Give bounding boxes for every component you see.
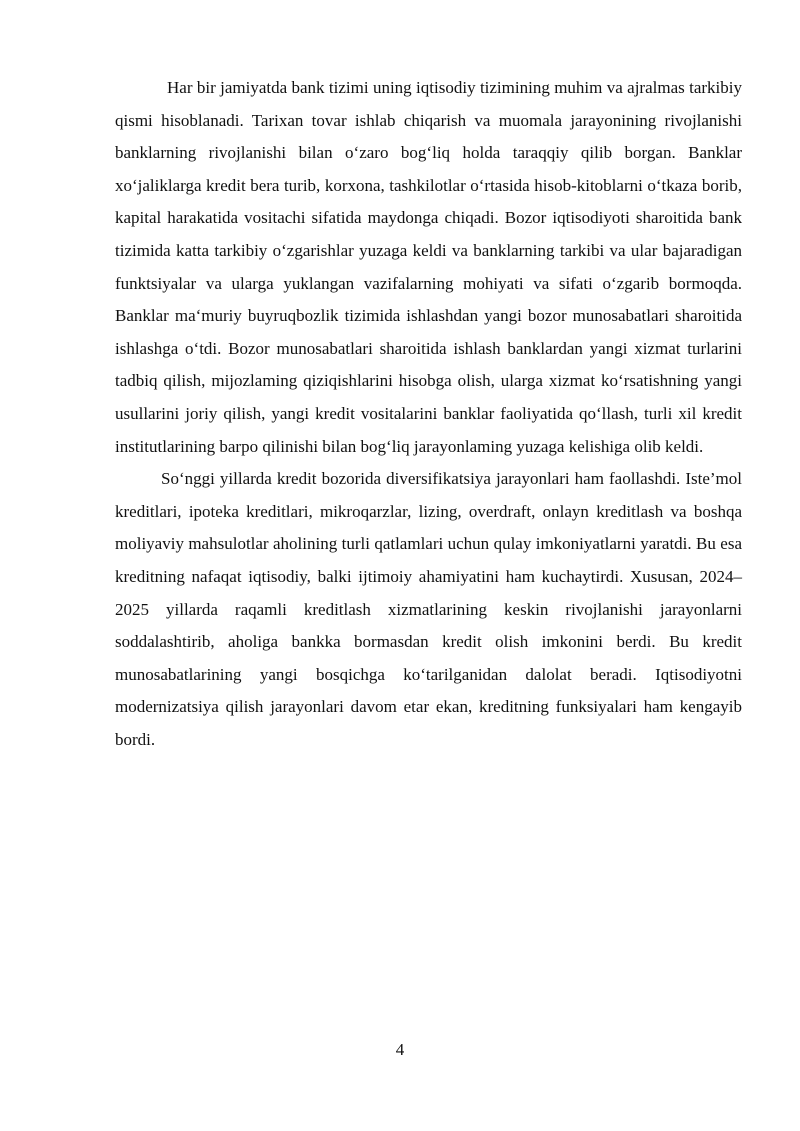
body-text	[115, 72, 742, 756]
paragraph-2: So‘nggi yillarda kredit bozorida diversifikatsiya jarayonlari ham faollashdi. Iste’mol kreditlari, ipoteka kreditlari, mikroqarzlar, lizing, overdraft, onlayn kreditlash va boshqa moliyaviy mahsulotlar aholining turli qatlamlari uchun qulay imkoniyatlarni yaratdi. Bu esa kreditning nafaqat iqtisodiy, balki ijtimoiy ahamiyatini ham kuchaytirdi. Xususan, 2024–2025 yillarda raqamli kreditlash xizmatlarining keskin rivojlanishi jarayonlarni soddalashtirib, aholiga bankka bormasdan kredit olish imkonini berdi. Bu kredit munosabatlarining yangi bosqichga ko‘tarilganidan dalolat beradi. Iqtisodiyotni modernizatsiya qilish jarayonlari davom etar ekan, kreditning funksiyalari ham kengayib bordi.	[115, 469, 742, 749]
paragraph-1: Har bir jamiyatda bank tizimi uning iqtisodiy tizimining muhim va ajralmas tarkibiy qismi hisoblanadi. Tarixan tovar ishlab chiqarish va muomala jarayonining rivojlanishi banklarning rivojlanishi bilan o‘zaro bog‘liq holda taraqqiy qilib borgan. Banklar xo‘jaliklarga kredit bera turib, korxona, tashkilotlar o‘rtasida hisob-kitoblarni o‘tkaza borib, kapital harakatida vositachi sifatida maydonga chiqadi. Bozor iqtisodiyoti sharoitida bank tizimida katta tarkibiy o‘zgarishlar yuzaga keldi va banklarning tarkibi va ular bajaradigan funktsiyalar va ularga yuklangan vazifalarning mohiyati va sifati o‘zgarib bormoqda. Banklar ma‘muriy buyruqbozlik tizimida ishlashdan yangi bozor munosabatlari sharoitida ishlashga o‘tdi. Bozor munosabatlari sharoitida ishlash banklardan yangi xizmat turlarini tadbiq qilish, mijozlaming qiziqishlarini hisobga olish, ularga xizmat ko‘rsatishning yangi usullarini joriy qilish, yangi kredit vositalarini banklar faoliyatida qo‘llash, turli xil kredit institutlarining barpo qilinishi bilan bog‘liq jarayonlaming yuzaga kelishiga olib keldi.	[115, 78, 742, 456]
page-number: 4	[395, 1040, 405, 1059]
